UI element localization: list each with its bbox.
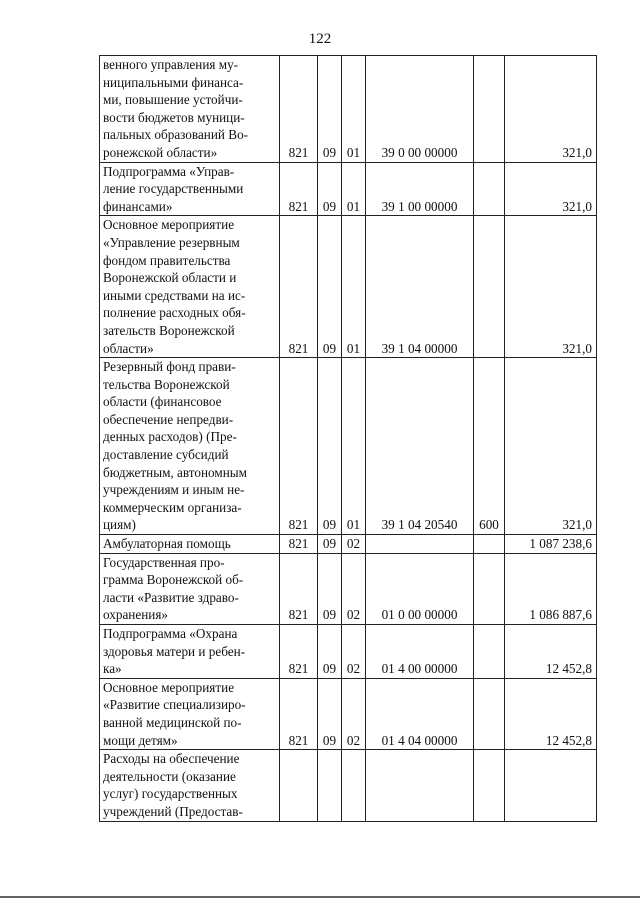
section-code-cell: 09: [318, 535, 342, 554]
budget-table: [99, 55, 597, 822]
subsection-code-cell: 02: [342, 553, 366, 624]
expense-name-line: венного управления му-: [103, 57, 239, 72]
expense-name-line: ми, повышение устойчи-: [103, 92, 243, 108]
expense-name-line: учреждениям и иным не-: [103, 482, 245, 498]
table-row: [100, 535, 597, 554]
expense-type-cell: [474, 553, 505, 624]
subsection-code-cell: 01: [342, 56, 366, 163]
table-row: [100, 216, 597, 358]
ministry-code-cell: 821: [280, 535, 318, 554]
expense-name-line: ление государственными: [103, 181, 244, 197]
expense-name-line: Подпрограмма «Управ-: [103, 163, 235, 179]
expense-name-line: циям): [103, 517, 136, 533]
expense-name-line: учреждений (Предостав-: [103, 803, 243, 819]
expense-name-cell: [100, 162, 280, 216]
ministry-code-cell: 821: [280, 625, 318, 679]
expense-name-line: ниципальными финанса-: [103, 74, 244, 90]
amount-cell: 321,0: [505, 162, 597, 216]
table-row: [100, 162, 597, 216]
section-code-cell: 09: [318, 56, 342, 163]
table-row: [100, 56, 597, 163]
expense-name-cell: [100, 56, 280, 163]
section-code-cell: 09: [318, 678, 342, 749]
expense-name-line: Амбулаторная помощь: [103, 536, 231, 552]
expense-type-cell: [474, 162, 505, 216]
expense-name-line: здоровья матери и ребен-: [103, 643, 246, 659]
subsection-code-cell: 01: [342, 216, 366, 358]
amount-cell: 1 087 238,6: [505, 535, 597, 554]
target-article-cell: 01 0 00 00000: [366, 553, 474, 624]
expense-name-line: обеспечение непредви-: [103, 411, 234, 427]
ministry-code-cell: [280, 750, 318, 821]
expense-type-cell: [474, 750, 505, 821]
expense-name-line: грамма Воронежской об-: [103, 572, 244, 588]
expense-name-line: фондом правительства: [103, 252, 231, 268]
page-number: 122: [308, 31, 332, 47]
amount-cell: 12 452,8: [505, 625, 597, 679]
expense-name-line: ласти «Развитие здраво-: [103, 589, 239, 605]
table-row: [100, 358, 597, 535]
expense-name-line: Подпрограмма «Охрана: [103, 626, 238, 641]
expense-name-line: вости бюджетов муници-: [103, 109, 245, 125]
expense-name-line: Основное мероприятие: [103, 679, 235, 695]
expense-name-line: пальных образований Во-: [103, 127, 249, 143]
expense-name-line: охранения»: [103, 607, 168, 623]
section-code-cell: 09: [318, 625, 342, 679]
section-code-cell: 09: [318, 358, 342, 535]
expense-name-line: Расходы на обеспечение: [103, 751, 240, 767]
expense-name-line: ванной медицинской по-: [103, 714, 242, 730]
subsection-code-cell: 02: [342, 625, 366, 679]
expense-type-cell: [474, 216, 505, 358]
amount-cell: 321,0: [505, 358, 597, 535]
target-article-cell: [366, 750, 474, 821]
subsection-code-cell: 01: [342, 358, 366, 535]
expense-name-cell: [100, 625, 280, 679]
amount-cell: [505, 750, 597, 821]
expense-name-line: доставление субсидий: [103, 447, 229, 463]
expense-name-line: «Управление резервным: [103, 234, 240, 250]
section-code-cell: 09: [318, 553, 342, 624]
target-article-cell: 39 1 04 20540: [366, 358, 474, 535]
ministry-code-cell: 821: [280, 358, 318, 535]
expense-name-line: области (финансовое: [103, 394, 222, 410]
amount-cell: 1 086 887,6: [505, 553, 597, 624]
expense-name-cell: [100, 750, 280, 821]
expense-type-cell: [474, 625, 505, 679]
section-code-cell: 09: [318, 216, 342, 358]
expense-name-cell: [100, 678, 280, 749]
ministry-code-cell: 821: [280, 56, 318, 163]
amount-cell: 12 452,8: [505, 678, 597, 749]
expense-name-line: иными средствами на ис-: [103, 287, 246, 303]
subsection-code-cell: 02: [342, 535, 366, 554]
section-code-cell: 09: [318, 162, 342, 216]
ministry-code-cell: 821: [280, 162, 318, 216]
target-article-cell: 39 1 04 00000: [366, 216, 474, 358]
expense-name-line: услуг) государственных: [103, 786, 238, 802]
expense-name-line: мощи детям»: [103, 732, 178, 748]
expense-name-line: тельства Воронежской: [103, 376, 230, 392]
expense-name-line: деятельности (оказание: [103, 768, 236, 784]
expense-name-line: бюджетным, автономным: [103, 464, 247, 480]
section-code-cell: [318, 750, 342, 821]
expense-name-line: области»: [103, 340, 154, 356]
ministry-code-cell: 821: [280, 678, 318, 749]
expense-name-cell: [100, 358, 280, 535]
expense-name-cell: [100, 535, 280, 554]
table-row: [100, 625, 597, 679]
expense-name-cell: [100, 553, 280, 624]
table-row: [100, 678, 597, 749]
table-row: [100, 750, 597, 821]
target-article-cell: [366, 535, 474, 554]
ministry-code-cell: 821: [280, 553, 318, 624]
table-row: [100, 553, 597, 624]
expense-name-line: Основное мероприятие: [103, 217, 235, 233]
amount-cell: 321,0: [505, 56, 597, 163]
expense-type-cell: [474, 678, 505, 749]
expense-name-line: денных расходов) (Пре-: [103, 429, 237, 445]
expense-name-line: Резервный фонд прави-: [103, 359, 236, 375]
expense-type-cell: 600: [474, 358, 505, 535]
ministry-code-cell: 821: [280, 216, 318, 358]
expense-name-line: Государственная про-: [103, 554, 225, 570]
target-article-cell: 39 1 00 00000: [366, 162, 474, 216]
expense-name-line: коммерческим организа-: [103, 499, 242, 515]
target-article-cell: 01 4 00 00000: [366, 625, 474, 679]
amount-cell: 321,0: [505, 216, 597, 358]
expense-type-cell: [474, 56, 505, 163]
subsection-code-cell: [342, 750, 366, 821]
expense-name-line: Воронежской области и: [103, 270, 237, 286]
expense-type-cell: [474, 535, 505, 554]
expense-name-line: полнение расходных обя-: [103, 305, 246, 321]
target-article-cell: 39 0 00 00000: [366, 56, 474, 163]
expense-name-line: зательств Воронежской: [103, 322, 235, 338]
page-bottom-rule: [0, 896, 640, 898]
expense-name-cell: [100, 216, 280, 358]
target-article-cell: 01 4 04 00000: [366, 678, 474, 749]
expense-name-line: ронежской области»: [103, 144, 218, 160]
expense-name-line: финансами»: [103, 198, 173, 214]
expense-name-line: «Развитие специализиро-: [103, 697, 246, 713]
expense-name-line: ка»: [103, 661, 122, 677]
subsection-code-cell: 02: [342, 678, 366, 749]
subsection-code-cell: 01: [342, 162, 366, 216]
